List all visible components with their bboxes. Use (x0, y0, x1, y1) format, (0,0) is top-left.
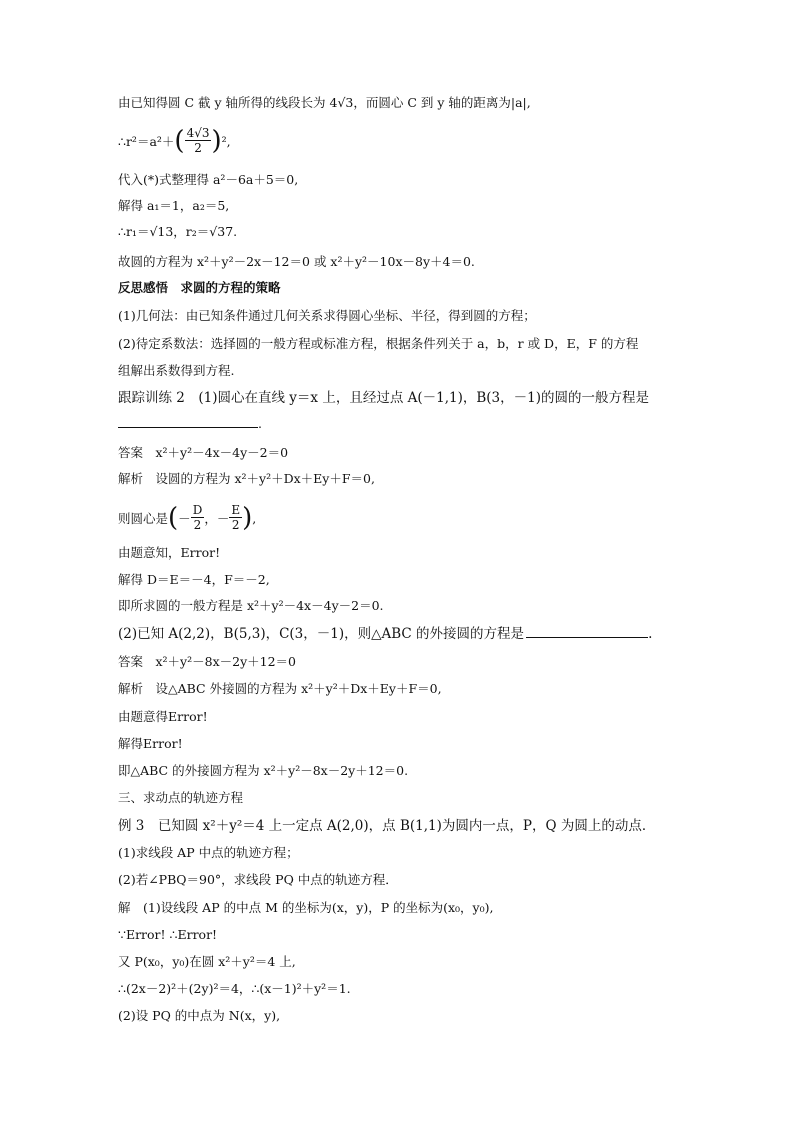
text-line: (1)求线段 AP 中点的轨迹方程； (118, 845, 299, 860)
answer-blank (118, 415, 258, 428)
text-line: 又 P(x₀，y₀)在圆 x²＋y²＝4 上, (118, 954, 296, 969)
formula-part: ∴r²＝a²＋ (118, 134, 175, 149)
analysis-line: 解析 设圆的方程为 x²＋y²＋Dx＋Ey＋F＝0, (118, 471, 375, 486)
text-line: 由题意知，Error! (118, 545, 221, 560)
text-line: 解得 a₁＝1，a₂＝5, (118, 198, 230, 213)
exercise-question: 跟踪训练 2 (1)圆心在直线 y＝x 上，且经过点 A(－1,1)，B(3，－1)的圆的一般方程是 (118, 390, 650, 406)
text-line: 组解出系数得到方程. (118, 363, 235, 378)
period: . (258, 416, 262, 431)
formula-part: ², (221, 134, 231, 149)
text-line: ∴(2x－2)²＋(2y)²＝4，∴(x－1)²＋y²＝1. (118, 981, 351, 996)
left-paren: ( (168, 502, 179, 533)
formula-line: 则圆心是(－ $\frac{D}{2}$ ，－ $\frac{E}{2}$ ), (118, 502, 257, 533)
fraction-numerator: E (231, 503, 241, 517)
text-line: ∴r₁＝√13，r₂＝√37. (118, 224, 238, 239)
text-line: 即所求圆的一般方程是 x²＋y²－4x－4y－2＝0. (118, 598, 384, 613)
answer-line: 答案 x²＋y²－4x－4y－2＝0 (118, 445, 289, 460)
section-heading: 三、求动点的轨迹方程 (118, 790, 244, 805)
text-line: 解得Error! (118, 736, 183, 751)
fraction-denominator: 2 (194, 141, 202, 155)
right-paren: ) (211, 125, 222, 156)
period: . (648, 626, 653, 642)
text-line: 故圆的方程为 x²＋y²－2x－12＝0 或 x²＋y²－10x－8y＋4＝0. (118, 254, 475, 269)
answer-blank (526, 625, 648, 638)
text-line: 由题意得Error! (118, 709, 208, 724)
formula-part: 则圆心是 (118, 511, 169, 526)
text-line: 代入(*)式整理得 a²－6a＋5＝0, (118, 172, 299, 187)
text-line: (2)设 PQ 的中点为 N(x，y), (118, 1008, 281, 1023)
question-text: (2)已知 A(2,2)，B(5,3)，C(3，－1)，则△ABC 的外接圆的方程是 (118, 626, 525, 642)
text-line: 由已知得圆 C 截 y 轴所得的线段长为 4√3，而圆心 C 到 y 轴的距离为|a|, (118, 95, 531, 110)
left-paren: ( (174, 125, 185, 156)
formula-part: , (252, 511, 257, 526)
fraction-numerator: 4√3 (186, 126, 210, 140)
text-line: (2)若∠PBQ＝90°，求线段 PQ 中点的轨迹方程． (118, 872, 398, 887)
text-line: 解得 D＝E＝－4，F＝－2, (118, 572, 270, 587)
solution-line: 解 (1)设线段 AP 的中点 M 的坐标为(x，y)，P 的坐标为(x₀，y₀), (118, 900, 494, 915)
fraction (191, 503, 205, 532)
exercise-question (118, 625, 652, 642)
text-line: (2)待定系数法：选择圆的一般方程或标准方程，根据条件列关于 a，b，r 或 D，E，F 的方程 (118, 336, 639, 351)
fraction-numerator: D (192, 503, 203, 517)
text-line: (1)几何法：由已知条件通过几何关系求得圆心坐标、半径，得到圆的方程； (118, 308, 536, 323)
example-question: 例 3 已知圆 x²＋y²＝4 上一定点 A(2,0)，点 B(1,1)为圆内一点，P，Q 为圆上的动点． (118, 818, 656, 834)
analysis-line: 解析 设△ABC 外接圆的方程为 x²＋y²＋Dx＋Ey＋F＝0, (118, 681, 442, 696)
fraction (185, 126, 212, 155)
text-line: 即△ABC 的外接圆方程为 x²＋y²－8x－2y＋12＝0. (118, 763, 409, 778)
text-line: ∵Error! ∴Error! (118, 927, 218, 942)
formula-line (118, 125, 231, 157)
answer-blank-line (118, 415, 262, 432)
right-paren: ) (242, 502, 253, 533)
fraction (229, 503, 242, 532)
answer-line: 答案 x²＋y²－8x－2y＋12＝0 (118, 654, 297, 669)
fraction-denominator: 2 (193, 518, 202, 532)
section-heading: 反思感悟 求圆的方程的策略 (118, 280, 281, 295)
fraction-denominator: 2 (231, 518, 240, 532)
